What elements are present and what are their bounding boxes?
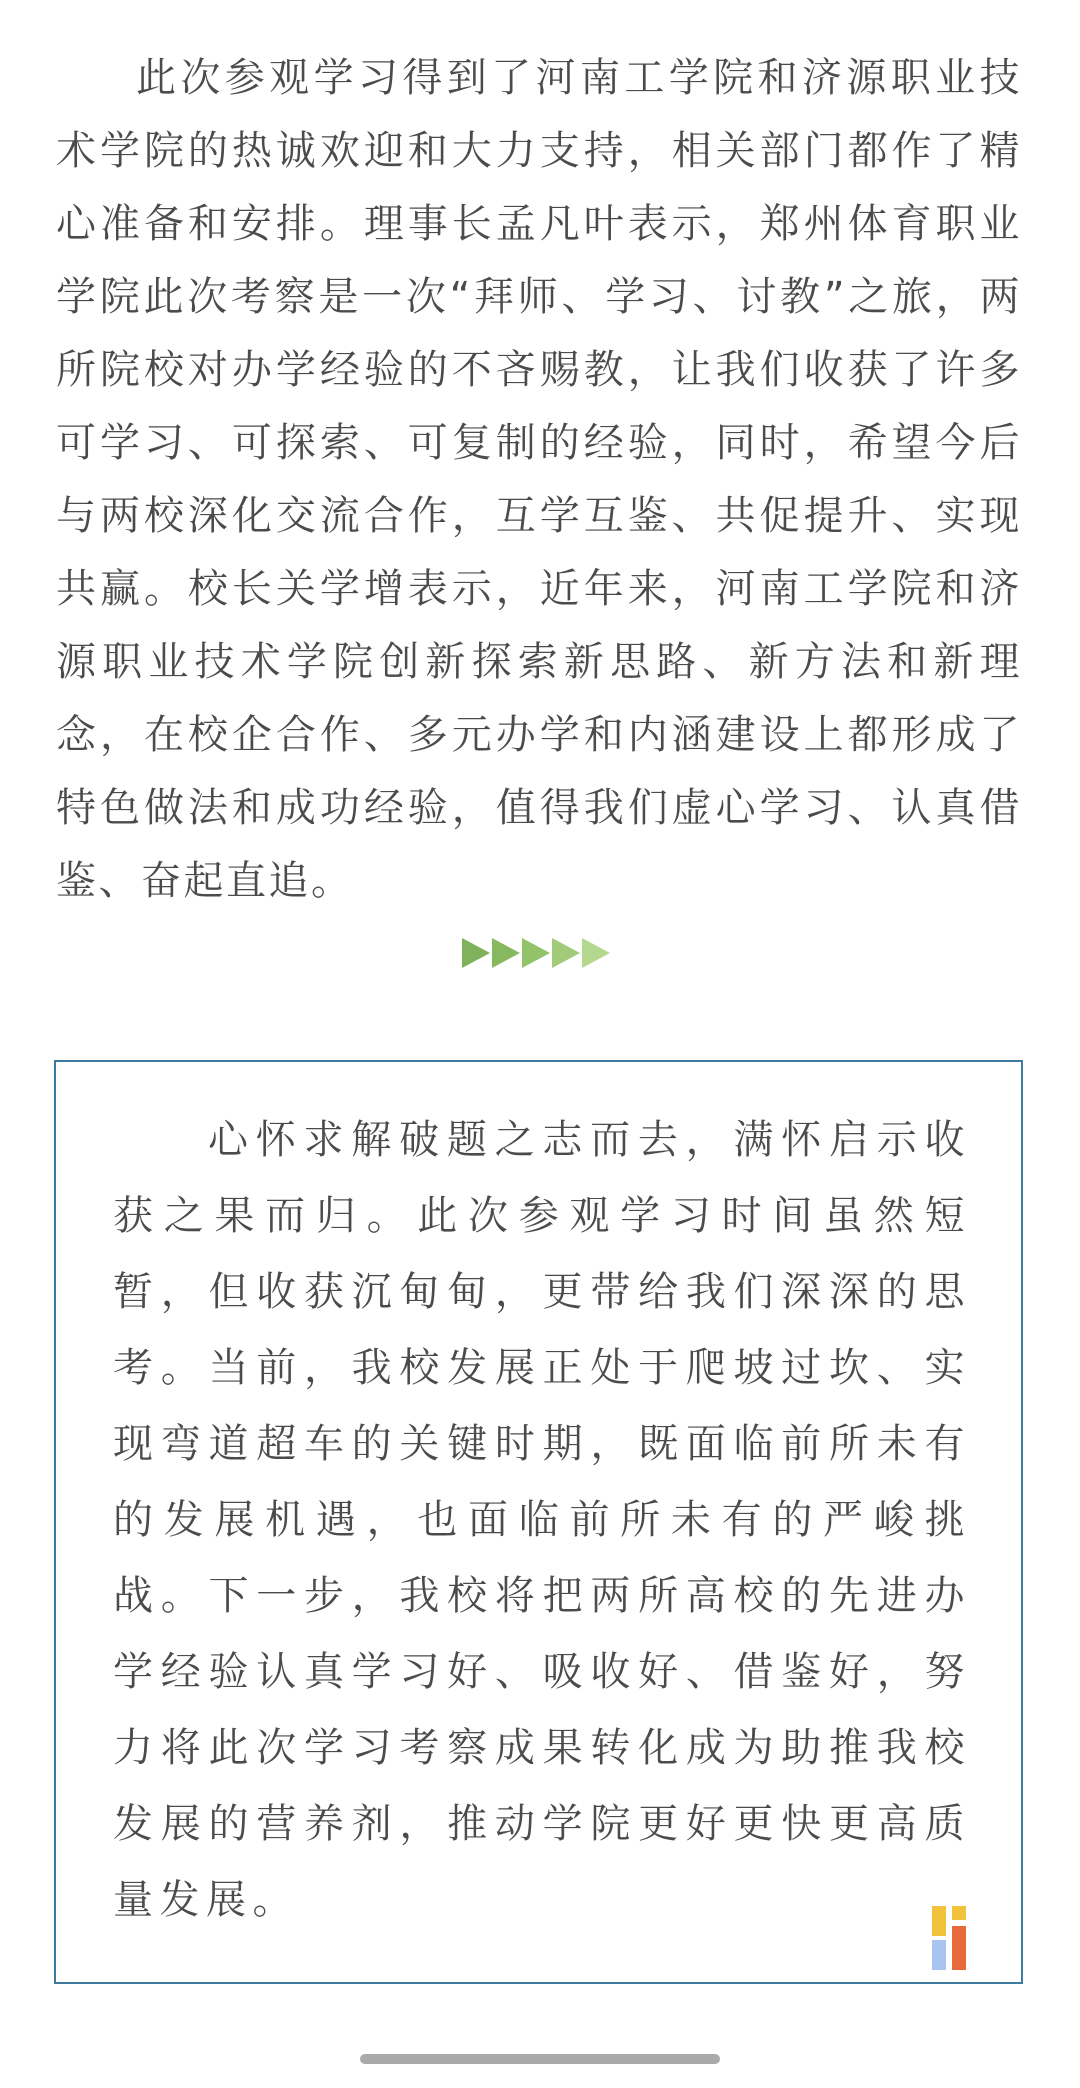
callout-paragraph: 心怀求解破题之志而去，满怀启示收获之果而归。此次参观学习时间虽然短暂，但收获沉甸甸，更带给我们深深的思考。当前，我校发展正处于爬坡过坎、实现弯道超车的关键时期，既面临前所未有的发展机遇，也面临前所未有的严峻挑战。下一步，我校将把两所高校的先进办学经验认真学习好、吸收好、借鉴好，努力将此次学习考察成果转化成为助推我校发展的营养剂，推动学院更好更快更高质量发展。 xyxy=(113,1117,971,1923)
home-indicator-bar[interactable] xyxy=(360,2054,720,2064)
chevron-right-icon xyxy=(552,938,580,968)
summary-callout-box xyxy=(54,1060,1023,1984)
chevron-right-icon xyxy=(582,938,610,968)
chevron-right-icon xyxy=(522,938,550,968)
chevron-right-icon xyxy=(462,938,490,968)
article-paragraph: 此次参观学习得到了河南工学院和济源职业技术学院的热诚欢迎和大力支持，相关部门都作了精心准备和安排。理事长孟凡叶表示，郑州体育职业学院此次考察是一次“拜师、学习、讨教”之旅，两所院校对办学经验的不吝赐教，让我们收获了许多可学习、可探索、可复制的经验，同时，希望今后与两校深化交流合作，互学互鉴、共促提升、实现共赢。校长关学增表示，近年来，河南工学院和济源职业技术学院创新探索新思路、新方法和新理念，在校企合作、多元办学和内涵建设上都形成了特色做法和成功经验，值得我们虚心学习、认真借鉴、奋起直追。 xyxy=(56,55,1022,904)
decorative-logo-icon xyxy=(932,1906,968,1972)
chevron-right-icon xyxy=(492,938,520,968)
section-divider xyxy=(462,938,610,972)
